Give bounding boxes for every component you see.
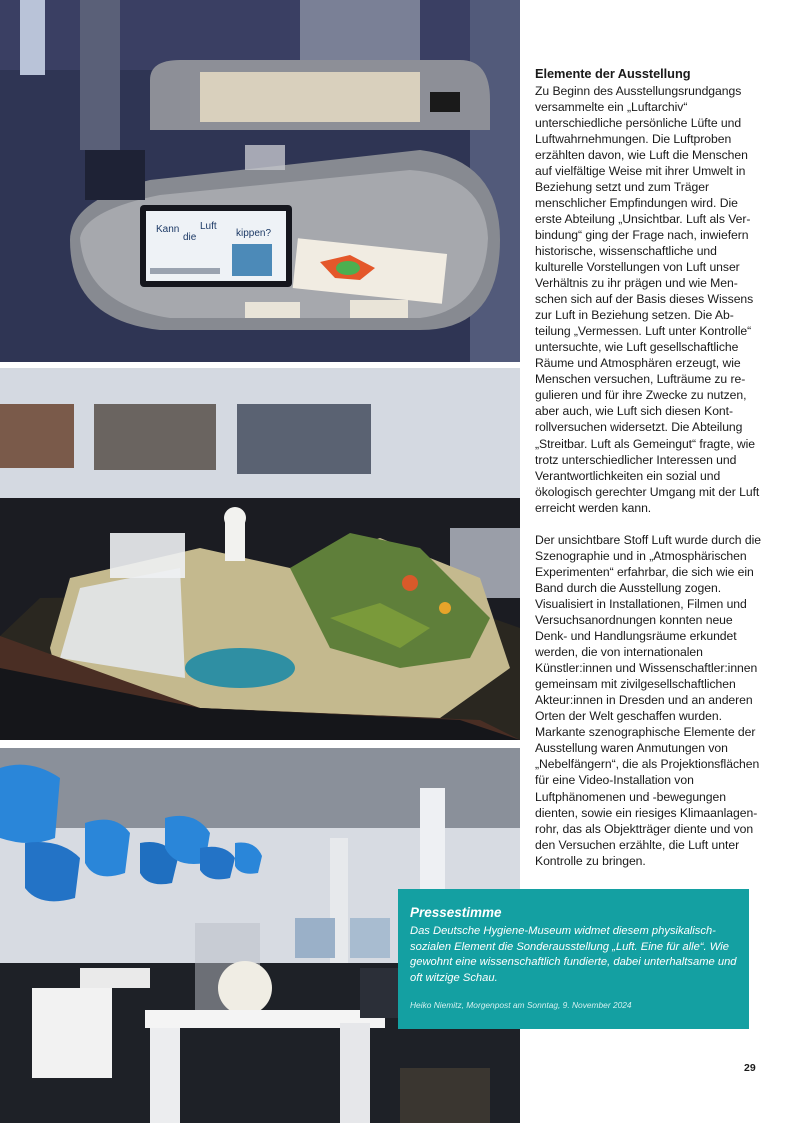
press-quote-box xyxy=(398,889,749,1029)
exhibition-photo-archive xyxy=(0,0,520,362)
screen-text-die: die xyxy=(183,232,197,243)
article-column xyxy=(535,66,763,885)
article-heading: Elemente der Ausstellung xyxy=(535,66,691,81)
press-quote-text: Das Deutsche Hygiene-Museum widmet diesem physikalisch-sozialen Element die Sonderausstellung „Luft. Eine für alle“. Wie gewohnt eine wissenschaftlich fundierte, dabei unterhaltsame und oft witzige Schau. xyxy=(410,925,737,984)
screen-text-luft: Luft xyxy=(200,221,217,232)
page-number: 29 xyxy=(744,1062,756,1074)
article-paragraph-2: Der unsichtbare Stoff Luft wurde durch die Szenographie und in „Atmosphärischen Experimenten“ erfahrbar, die sich wie ein Band durch die Ausstellung zogen. Visualisiert in Installationen, Filmen und Versuchsanordnungen konnten neue Denk- und Handlungsräume erkundet werden, die von internationalen Künstler:innen und Wissenschaftler:innen gemeinsam mit zivilgesellschaftlichen Akteur:innen in Dresden und an anderen Orten der Welt geschaffen wurden. Markante szenographische Elemente der Ausstellung waren Anmutungen von „Nebelfängern“, die als Projektionsflächen für eine Video-Installation von Luftphänomenen und -bewegungen dienten, sowie ein riesiges Klimaanlagenrohr, das als Objektträger diente und von den Versuchen erzählte, die Luft unter Kontrolle zu bringen. xyxy=(535,532,761,868)
article-paragraph-1: Zu Beginn des Ausstellungsrundgangs versammelte ein „Luftarchiv“ unterschiedliche persönliche Lüfte und Luftwahrnehmungen. Die Luftproben erzählten davon, wie Luft die Menschen auf vielfältige Weise mit ihrer Umwelt in Beziehung setzt und zum Träger menschlicher Empfindungen wird. Die erste Abteilung „Unsichtbar. Luft als Verbindung“ ging der Frage nach, inwiefern historische, wissenschaftliche und kulturelle Vorstellungen von Luft unser Verhältnis zu ihr prägen und wie Menschen sich auf der Basis dieses Wissens zur Luft in Beziehung setzen. Die Abteilung „Vermessen. Luft unter Kontrolle“ untersuchte, wie Luft gesellschaftliche Räume und Atmosphären erzeugt, wie Menschen versuchen, Lufträume zu regulieren und für ihre Zwecke zu nutzen, aber auch, wie Luft sich diesen Kontrollversuchen widersetzt. Die Abteilung „Streitbar. Luft als Gemeingut“ fragte, wie trotz unterschiedlicher Interessen und Verantwortlichkeiten ein sozial und ökologisch gerechter Umgang mit der Luft erreicht werden kann. xyxy=(535,83,760,515)
exhibition-photo-biosphere-model xyxy=(0,368,520,740)
screen-text-kann: Kann xyxy=(156,224,180,235)
press-quote-source: Heiko Niemitz, Morgenpost am Sonntag, 9. November 2024 xyxy=(410,1000,632,1011)
press-quote-title: Pressestimme xyxy=(410,905,502,920)
screen-text-kippen: kippen? xyxy=(236,228,272,239)
